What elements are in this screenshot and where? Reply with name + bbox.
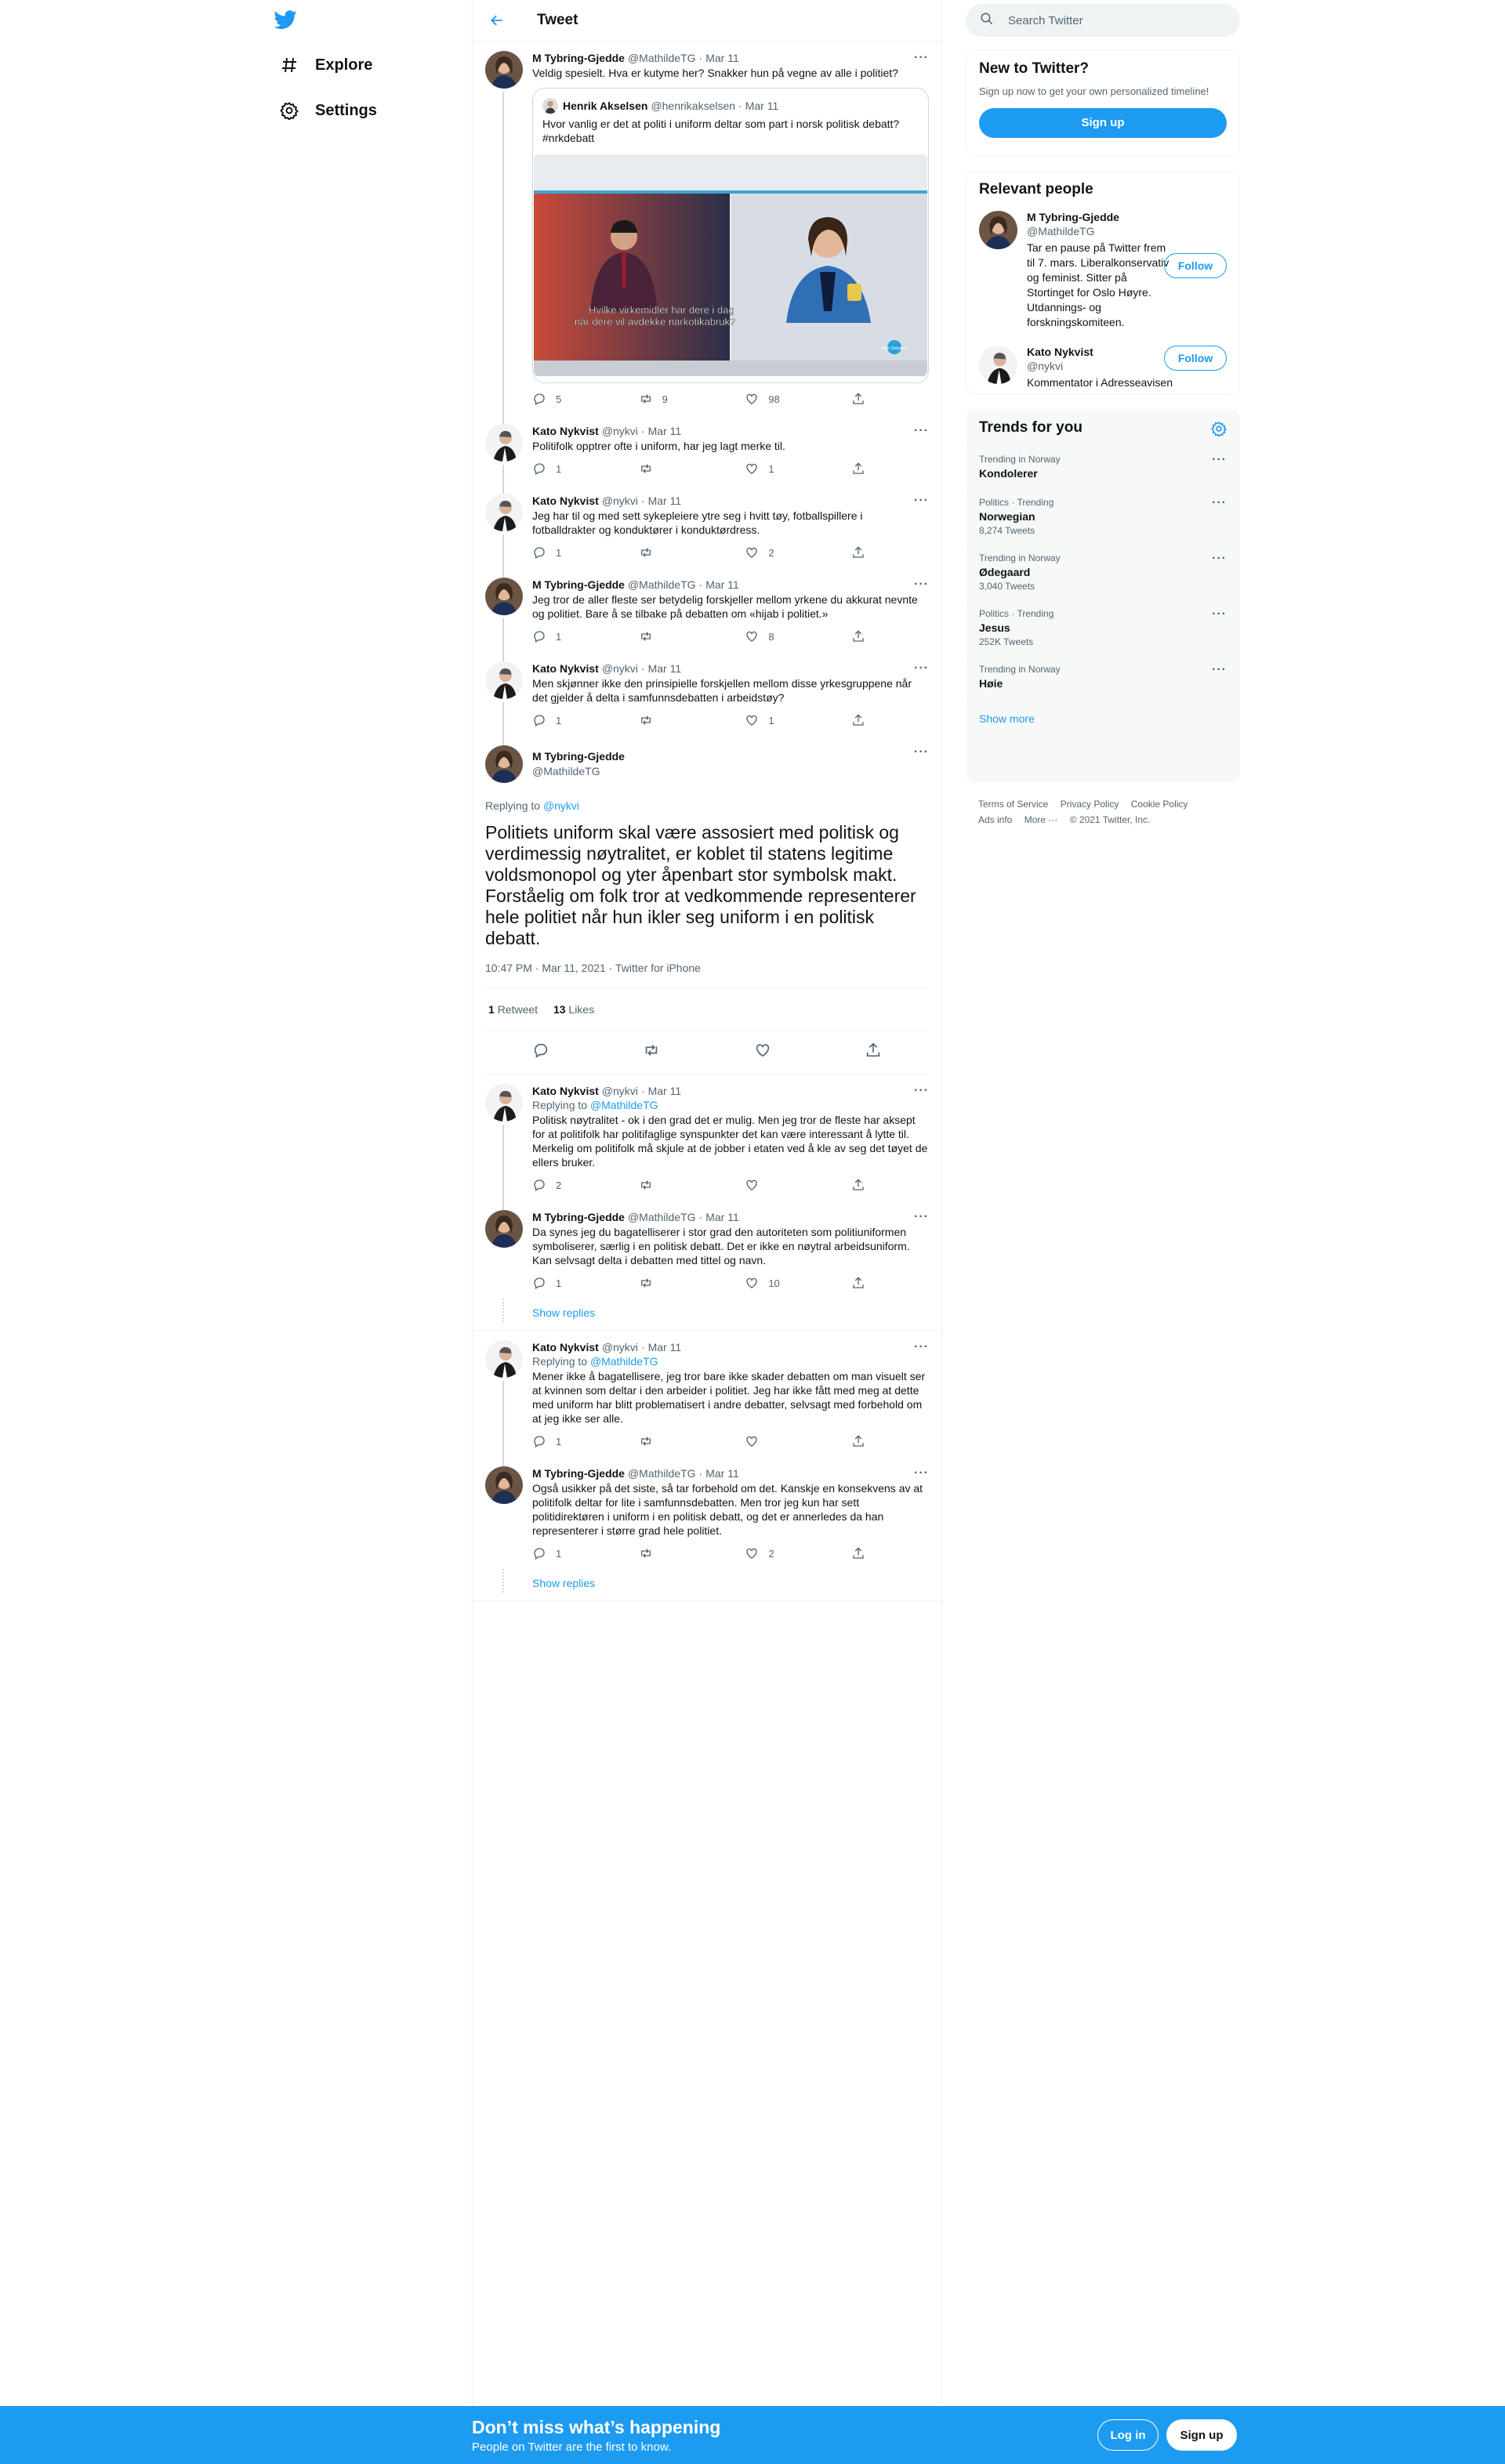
- share-icon: [851, 1178, 865, 1192]
- tweet-actions: [532, 545, 865, 560]
- share-icon: [851, 392, 865, 406]
- share-button[interactable]: [851, 629, 865, 643]
- avatar[interactable]: [485, 1340, 523, 1378]
- replying-to: [532, 1354, 929, 1368]
- retweet-icon: [639, 629, 653, 643]
- retweet-button[interactable]: [639, 1178, 717, 1192]
- like-button[interactable]: [745, 462, 823, 476]
- tweet-text: Jeg har til og med sett sykepleiere ytre seg i hvitt tøy, fotballspillere i fotballdrakter og konduktører i konduktørdress.: [532, 509, 863, 536]
- trend-count: 3,040 Tweets: [979, 581, 1035, 592]
- reply-icon: [532, 713, 546, 727]
- author-handle[interactable]: @nykvi: [601, 425, 638, 437]
- author-name[interactable]: Kato Nykvist: [532, 662, 599, 675]
- share-button[interactable]: [851, 1434, 865, 1448]
- hashtag-icon: [277, 53, 301, 77]
- tweet-text: Da synes jeg du bagatelliserer i stor grad den autoriteten som politiuniformen symboliserer, særlig i en politisk debatt. Det er ikke en nøytral arbeidsuniform. Kan selvsagt delta i debatten med tittel og navn.: [532, 1226, 910, 1266]
- author-handle[interactable]: @MathildeTG: [627, 578, 696, 591]
- tweet-date[interactable]: Mar 11: [647, 1341, 682, 1353]
- tweet-text: Jeg tror de aller fleste ser betydelig forskjeller mellom yrkene du akkurat nevnte og politiet. Bare å se tilbake på debatten om «hijab i politiet.»: [532, 593, 918, 620]
- trend-item[interactable]: [966, 657, 1239, 700]
- heart-icon: [745, 713, 759, 727]
- share-button[interactable]: [851, 1546, 865, 1560]
- author-handle[interactable]: @nykvi: [601, 1085, 638, 1097]
- heart-icon[interactable]: [754, 1042, 771, 1063]
- reply-count: 1: [556, 714, 562, 727]
- reply-button[interactable]: [532, 1434, 611, 1448]
- sidebar-signup-button[interactable]: Sign up: [979, 108, 1227, 138]
- trend-count: 8,274 Tweets: [979, 525, 1035, 536]
- share-icon: [851, 713, 865, 727]
- retweet-button[interactable]: [639, 1546, 717, 1560]
- trend-name: Jesus: [979, 621, 1010, 634]
- reply-icon: [532, 1276, 546, 1290]
- tweet-date[interactable]: Mar 11: [647, 425, 682, 437]
- share-button[interactable]: [851, 545, 865, 560]
- more-options-icon[interactable]: ···: [914, 745, 929, 759]
- reply-tweet[interactable]: [473, 1074, 941, 1201]
- reply-count: 5: [556, 393, 562, 405]
- replying-to-link[interactable]: @MathildeTG: [589, 1099, 658, 1111]
- author-handle[interactable]: @nykvi: [601, 662, 638, 675]
- more-options-icon[interactable]: ···: [914, 1466, 929, 1480]
- more-options-icon[interactable]: ···: [914, 1210, 929, 1223]
- reply-tweet[interactable]: [473, 1331, 941, 1457]
- reply-icon[interactable]: [532, 1042, 549, 1063]
- person-item[interactable]: [966, 338, 1239, 398]
- reply-count: 1: [556, 1435, 562, 1448]
- likes-stat-label: Likes: [568, 1003, 595, 1016]
- thread-line: [502, 702, 504, 745]
- footer-cookie-link[interactable]: Cookie Policy: [1130, 799, 1188, 810]
- trends-card: [966, 409, 1240, 782]
- like-button[interactable]: [745, 1276, 823, 1290]
- signup-button[interactable]: Sign up: [1166, 2419, 1237, 2451]
- tweet[interactable]: [473, 415, 941, 484]
- reply-count: 1: [556, 1277, 562, 1289]
- page-header: [473, 0, 941, 42]
- reply-button[interactable]: [532, 713, 611, 727]
- tweet-actions: [532, 1275, 865, 1291]
- tweet-date[interactable]: Mar 11: [705, 52, 739, 64]
- tweet-actions: [532, 1177, 865, 1193]
- more-options-icon[interactable]: ···: [1212, 607, 1227, 621]
- thread-dots: [502, 1569, 504, 1593]
- reply-button[interactable]: [532, 462, 611, 476]
- trend-name: Ødegaard: [979, 566, 1031, 578]
- footer-links: [978, 796, 1229, 828]
- like-button[interactable]: [745, 1434, 823, 1448]
- tweet-text: Politisk nøytralitet - ok i den grad det er mulig. Men jeg tror de fleste har aksept for at politifolk har politifaglige synspunkter det kan være interessant å lytte til. Merkelig om politifolk må skjule at de jobber i etaten ved å kle av seg det tøyet de ellers bruker.: [532, 1114, 928, 1169]
- retweet-button[interactable]: [639, 545, 717, 560]
- banner-title: Don’t miss what’s happening: [472, 2417, 721, 2437]
- more-options-icon[interactable]: ···: [914, 1340, 929, 1353]
- tweet[interactable]: [473, 484, 941, 568]
- reply-button[interactable]: [532, 1546, 611, 1560]
- banner-subtitle: People on Twitter are the first to know.: [472, 2440, 672, 2454]
- like-button[interactable]: [745, 713, 823, 727]
- footer-terms-link[interactable]: Terms of Service: [978, 799, 1049, 810]
- focused-tweet: [473, 736, 941, 1074]
- author-name[interactable]: Kato Nykvist: [532, 1085, 599, 1097]
- relevant-people-title: Relevant people: [979, 181, 1093, 197]
- trend-item[interactable]: [966, 490, 1239, 545]
- reply-button[interactable]: [532, 1276, 611, 1290]
- avatar[interactable]: [485, 1466, 523, 1504]
- video-subtitle-line-2: når dere vil avdekke narkotikabruk?: [575, 316, 736, 328]
- tweet-actions: [532, 629, 865, 644]
- trend-name: Høie: [979, 677, 1003, 690]
- author-name[interactable]: M Tybring-Gjedde: [532, 1467, 625, 1480]
- more-options-icon[interactable]: ···: [914, 424, 929, 437]
- more-options-icon[interactable]: ···: [914, 51, 929, 64]
- trend-context: Trending in Norway: [979, 553, 1061, 563]
- avatar[interactable]: [485, 661, 523, 699]
- avatar[interactable]: [979, 211, 1017, 249]
- heart-icon: [745, 1546, 759, 1560]
- trend-context: Trending in Norway: [979, 454, 1061, 465]
- search-icon: [980, 12, 994, 30]
- tweet-date[interactable]: Mar 11: [647, 662, 682, 675]
- retweet-icon: [639, 1178, 653, 1192]
- like-count: 1: [768, 462, 774, 475]
- like-count: 10: [768, 1277, 780, 1289]
- author-name[interactable]: M Tybring-Gjedde: [532, 52, 625, 64]
- retweet-button[interactable]: [639, 1434, 717, 1448]
- author-handle[interactable]: @MathildeTG: [532, 765, 600, 777]
- author-handle[interactable]: @MathildeTG: [627, 52, 696, 64]
- reply-count: 1: [556, 630, 562, 643]
- tweet-date[interactable]: Mar 11: [647, 1085, 682, 1097]
- author-name[interactable]: Kato Nykvist: [532, 1341, 599, 1353]
- tweet-date-separator: ·: [698, 1467, 703, 1480]
- back-arrow-icon[interactable]: [484, 7, 510, 34]
- author-handle[interactable]: @MathildeTG: [627, 1467, 696, 1480]
- like-count: 8: [768, 630, 774, 643]
- like-count: 2: [768, 546, 774, 559]
- show-replies-label: Show replies: [532, 1577, 596, 1589]
- tweet-date-separator: ·: [698, 1211, 703, 1223]
- tweet-text: Mener ikke å bagatellisere, jeg tror bare ikke skader debatten om man visuelt ser at kvinnen som deltar i den arbeider i politiet. Jeg har ikke fått med meg at dette med uniform har blitt problematisert i andre debatter, selvsagt med forbehold om at jeg ikke ser alle.: [532, 1370, 926, 1425]
- author-name[interactable]: M Tybring-Gjedde: [532, 750, 625, 763]
- retweet-icon: [639, 392, 653, 406]
- nrk-badge: NRK Debatten: [881, 346, 908, 351]
- person-handle[interactable]: @MathildeTG: [1027, 225, 1095, 237]
- trend-count: 252K Tweets: [979, 636, 1034, 647]
- heart-icon: [745, 1178, 759, 1192]
- tweet-date-separator: ·: [640, 425, 645, 437]
- quote-date-separator: ·: [738, 100, 742, 112]
- person-item[interactable]: [966, 203, 1239, 338]
- quoted-tweet[interactable]: [532, 88, 929, 383]
- share-icon: [851, 1276, 865, 1290]
- reply-button[interactable]: [532, 629, 611, 643]
- heart-icon: [745, 1276, 759, 1290]
- retweet-button[interactable]: [639, 462, 717, 476]
- reply-count: 1: [556, 1547, 562, 1560]
- tweet[interactable]: [473, 42, 941, 415]
- more-options-icon[interactable]: ···: [1212, 663, 1227, 676]
- gear-icon: [277, 99, 301, 122]
- more-options-icon[interactable]: ···: [914, 1084, 929, 1097]
- quote-video[interactable]: [534, 154, 927, 376]
- tweet-actions: [532, 391, 865, 407]
- more-options-icon[interactable]: ···: [914, 661, 929, 675]
- reply-count: 1: [556, 546, 562, 559]
- retweet-count: 9: [662, 393, 668, 405]
- more-options-icon[interactable]: ···: [1212, 496, 1227, 509]
- retweet-icon: [639, 545, 653, 560]
- share-button[interactable]: [851, 1178, 865, 1192]
- share-icon[interactable]: [865, 1042, 882, 1063]
- tweet-actions: [532, 1545, 865, 1561]
- likes-stat[interactable]: [553, 1003, 594, 1016]
- reply-button[interactable]: [532, 392, 611, 406]
- reply-button[interactable]: [532, 545, 611, 560]
- heart-icon: [745, 1434, 759, 1448]
- avatar[interactable]: [485, 51, 523, 89]
- show-replies-link[interactable]: [473, 1569, 941, 1601]
- reply-count: 1: [556, 462, 562, 475]
- share-button[interactable]: [851, 713, 865, 727]
- quote-author-name: Henrik Akselsen: [563, 100, 648, 112]
- like-count: 98: [768, 393, 780, 405]
- tweet-stats: [485, 989, 929, 1031]
- more-options-icon[interactable]: ···: [1212, 453, 1227, 466]
- retweet-icon: [639, 713, 653, 727]
- author-name[interactable]: M Tybring-Gjedde: [532, 578, 625, 591]
- more-options-icon[interactable]: ···: [1212, 552, 1227, 565]
- retweet-icon: [639, 1276, 653, 1290]
- follow-button[interactable]: Follow: [1164, 346, 1227, 371]
- tweet-text: Veldig spesielt. Hva er kutyme her? Snakker hun på vegne av alle i politiet?: [532, 67, 898, 79]
- replying-to-link[interactable]: @MathildeTG: [589, 1355, 658, 1368]
- footer-ads-link[interactable]: Ads info: [978, 814, 1013, 825]
- tweet-text: Men skjønner ikke den prinsipielle forskjellen mellom disse yrkesgruppene når det gjelder å delta i samfunnsdebatten i arbeidstøy?: [532, 677, 912, 704]
- relevant-people-card: [966, 171, 1240, 395]
- trend-item[interactable]: [966, 545, 1239, 601]
- avatar[interactable]: [979, 346, 1017, 384]
- trends-title: Trends for you: [979, 419, 1083, 436]
- heart-icon: [745, 629, 759, 643]
- thread-dots: [502, 1299, 504, 1322]
- trend-context: Politics · Trending: [979, 497, 1054, 508]
- share-icon: [851, 1546, 865, 1560]
- author-handle[interactable]: @MathildeTG: [627, 1211, 696, 1223]
- reply-tweet[interactable]: [473, 1457, 941, 1569]
- new-to-twitter-subtitle: Sign up now to get your own personalized timeline!: [979, 85, 1209, 97]
- main-column: [472, 0, 942, 2406]
- share-button[interactable]: [851, 1276, 865, 1290]
- quote-author-handle: @henrikakselsen: [651, 100, 736, 112]
- trend-name: Norwegian: [979, 510, 1035, 523]
- share-icon: [851, 545, 865, 560]
- nav-settings[interactable]: [277, 88, 377, 133]
- trend-name: Kondolerer: [979, 467, 1038, 480]
- tweet-text: Politifolk opptrer ofte i uniform, har jeg lagt merke til.: [532, 440, 785, 452]
- share-button[interactable]: [851, 462, 865, 476]
- tweet-date[interactable]: Mar 11: [647, 495, 682, 507]
- replying-to-prefix: Replying to: [485, 799, 541, 812]
- person-handle[interactable]: @nykvi: [1027, 360, 1064, 372]
- search-input[interactable]: [966, 4, 1240, 37]
- search-placeholder: Search Twitter: [1008, 13, 1083, 27]
- share-button[interactable]: [851, 392, 865, 406]
- nav-explore[interactable]: [277, 42, 372, 88]
- nav-settings-label: Settings: [315, 101, 377, 119]
- quote-text: Hvor vanlig er det at politi i uniform deltar som part i norsk politisk debatt? #nrkdebatt: [542, 118, 900, 144]
- person-bio: Tar en pause på Twitter frem til 7. mars. Liberalkonservativ og feminist. Sitter på Stortinget for Oslo Høyre. Utdannings- og forskningskomiteen.: [1027, 241, 1170, 328]
- share-icon: [851, 629, 865, 643]
- trend-item[interactable]: [966, 601, 1239, 657]
- retweet-icon[interactable]: [643, 1042, 660, 1063]
- new-to-twitter-title: New to Twitter?: [979, 60, 1090, 77]
- trend-context: Trending in Norway: [979, 664, 1061, 675]
- replying-to-link[interactable]: @nykvi: [542, 799, 580, 812]
- like-button[interactable]: [745, 1546, 823, 1560]
- author-name[interactable]: Kato Nykvist: [532, 495, 599, 507]
- person-bio: Kommentator i Adresseavisen: [1027, 376, 1173, 389]
- quote-date: Mar 11: [745, 100, 779, 112]
- reply-icon: [532, 392, 546, 406]
- signup-banner: [0, 2406, 1505, 2464]
- login-button[interactable]: Log in: [1097, 2419, 1159, 2451]
- replying-to: [485, 799, 929, 813]
- share-icon: [851, 1434, 865, 1448]
- tweet-actions: [532, 712, 865, 728]
- retweet-button[interactable]: [639, 629, 717, 643]
- share-icon: [851, 462, 865, 476]
- person-name[interactable]: M Tybring-Gjedde: [1027, 211, 1119, 223]
- tweet-timestamp[interactable]: 10:47 PM · Mar 11, 2021 · Twitter for iPhone: [485, 962, 929, 989]
- retweet-icon: [639, 1546, 653, 1560]
- reply-button[interactable]: [532, 1178, 611, 1192]
- retweet-button[interactable]: [639, 713, 717, 727]
- author-name[interactable]: Kato Nykvist: [532, 425, 599, 437]
- footer-copyright: © 2021 Twitter, Inc.: [1069, 814, 1151, 825]
- reply-icon: [532, 1434, 546, 1448]
- more-options-icon[interactable]: ···: [914, 494, 929, 507]
- like-button[interactable]: [745, 629, 823, 643]
- avatar[interactable]: [485, 1210, 523, 1248]
- video-subtitle-line-1: Hvilke virkemidler har dere i dag: [589, 304, 734, 316]
- reply-icon: [532, 462, 546, 476]
- quote-avatar: [542, 98, 558, 114]
- person-name[interactable]: Kato Nykvist: [1027, 346, 1093, 358]
- reply-icon: [532, 545, 546, 560]
- tweet-date-separator: ·: [640, 662, 645, 675]
- settings-gear-icon[interactable]: [1211, 421, 1227, 440]
- like-count: 2: [768, 1547, 774, 1560]
- reply-icon: [532, 1178, 546, 1192]
- tweet-date[interactable]: Mar 11: [705, 1467, 739, 1480]
- retweets-stat-count: 1: [488, 1003, 495, 1016]
- retweet-icon: [639, 1434, 653, 1448]
- likes-stat-count: 13: [553, 1003, 566, 1016]
- more-options-icon[interactable]: ···: [914, 578, 929, 591]
- footer-more-link[interactable]: More ···: [1024, 814, 1058, 825]
- author-name[interactable]: M Tybring-Gjedde: [532, 1211, 625, 1223]
- like-button[interactable]: [745, 545, 823, 560]
- thread-line: [502, 1125, 504, 1210]
- avatar[interactable]: [485, 578, 523, 615]
- author-handle[interactable]: @nykvi: [601, 1341, 638, 1353]
- avatar[interactable]: [485, 745, 523, 783]
- like-count: 1: [768, 714, 774, 727]
- twitter-logo-icon[interactable]: [273, 8, 298, 33]
- retweets-stat-label: Retweet: [497, 1003, 539, 1016]
- heart-icon: [745, 392, 759, 406]
- trend-item[interactable]: [966, 447, 1239, 490]
- tweet-date-separator: ·: [640, 495, 645, 507]
- reply-icon: [532, 629, 546, 643]
- reply-icon: [532, 1546, 546, 1560]
- tweet-text: Også usikker på det siste, så tar forbehold om det. Kanskje en konsekvens av at politifolk deltar for lite i samfunnsdebatten. Men tror jeg kun har sett politidirektøren i uniform i en politisk debatt, og det er annerledes da han representerer i større grad hele politiet.: [532, 1482, 923, 1537]
- focused-tweet-text: Politiets uniform skal være assosiert med politisk og verdimessig nøytralitet, er koblet til statens legitime voldsmonopol og yter åpenbart stor symbolsk makt. Forståelig om folk tror at vedkommende representerer hele politiet når hun ikler seg uniform i en politisk debatt.: [485, 822, 916, 948]
- reply-tweet[interactable]: [473, 1201, 941, 1299]
- page-title: Tweet: [537, 12, 578, 28]
- replying-to-prefix: Replying to: [532, 1099, 588, 1111]
- tweet-actions: [532, 461, 865, 476]
- reply-count: 2: [556, 1179, 562, 1191]
- footer-privacy-link[interactable]: Privacy Policy: [1060, 799, 1119, 810]
- avatar[interactable]: [485, 424, 523, 462]
- follow-button[interactable]: Follow: [1164, 253, 1227, 278]
- tweet-date[interactable]: Mar 11: [705, 578, 739, 591]
- thread-line: [502, 92, 504, 424]
- retweet-button[interactable]: [639, 1276, 717, 1290]
- tweet-date-separator: ·: [698, 52, 703, 64]
- like-button[interactable]: [745, 1178, 823, 1192]
- nav-explore-label: Explore: [315, 56, 373, 74]
- tweet[interactable]: [473, 652, 941, 736]
- tweet-date-separator: ·: [698, 578, 703, 591]
- thread-line: [502, 1381, 504, 1466]
- show-replies-link[interactable]: [473, 1299, 941, 1331]
- show-more-link[interactable]: Show more: [979, 712, 1035, 725]
- tweet-date[interactable]: Mar 11: [705, 1211, 739, 1223]
- trend-context: Politics · Trending: [979, 608, 1054, 619]
- avatar[interactable]: [485, 494, 523, 531]
- tweet-date-separator: ·: [640, 1085, 645, 1097]
- retweet-button[interactable]: [639, 392, 717, 406]
- heart-icon: [745, 545, 759, 560]
- replying-to-prefix: Replying to: [532, 1355, 588, 1368]
- author-handle[interactable]: @nykvi: [601, 495, 638, 507]
- avatar[interactable]: [485, 1084, 523, 1121]
- new-to-twitter-card: [966, 50, 1240, 157]
- focused-tweet-actions: [485, 1031, 929, 1074]
- retweets-stat[interactable]: [488, 1003, 538, 1016]
- heart-icon: [745, 462, 759, 476]
- retweet-icon: [639, 462, 653, 476]
- like-button[interactable]: [745, 392, 823, 406]
- replying-to: [532, 1098, 929, 1112]
- tweet-date-separator: ·: [640, 1341, 645, 1353]
- tweet[interactable]: [473, 568, 941, 652]
- tweet-actions: [532, 1433, 865, 1449]
- show-replies-label: Show replies: [532, 1306, 596, 1319]
